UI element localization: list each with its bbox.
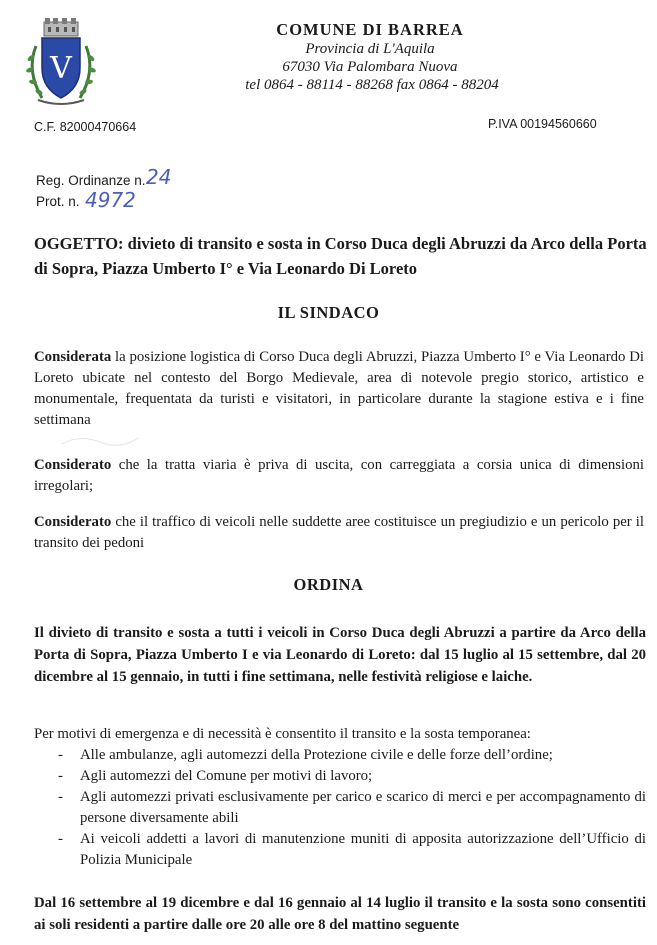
consideration-lead: Considerato bbox=[34, 514, 112, 530]
ordinance-number: 24 bbox=[146, 165, 172, 189]
tax-code: C.F. 82000470664 bbox=[34, 120, 137, 134]
list-item: - Alle ambulanze, agli automezzi della Protezione civile e delle forze dell’ordine; bbox=[58, 745, 646, 766]
consideration-text: che la tratta viaria è priva di uscita, con carreggiata a corsia unica di dimensioni irregolari; bbox=[34, 457, 644, 494]
province-line: Provincia di L'Aquila bbox=[305, 41, 435, 57]
scan-smudge bbox=[60, 430, 140, 450]
protocol-label: Prot. n. bbox=[36, 194, 80, 209]
list-item: - Agli automezzi privati esclusivamente per carico e scarico di merci e per accompagnamento di persone diversamente abili bbox=[58, 787, 646, 829]
consideration-text: la posizione logistica di Corso Duca degli Abruzzi, Piazza Umberto I° e Via Leonardo Di Loreto ubicate nel contesto del Borgo Medievale, area di notevole pregio storico, artistico e monumentale, frequentata da turisti e visitatori, in particolare durante la stagione estiva e i fine settimana bbox=[34, 349, 644, 428]
emergency-intro: Per motivi di emergenza e di necessità è consentito il transito e la sosta temporanea: bbox=[34, 726, 531, 742]
address-line: 67030 Via Palombara Nuova bbox=[282, 59, 458, 75]
municipality-name: COMUNE DI BARREA bbox=[276, 20, 464, 39]
consideration-paragraph bbox=[34, 455, 644, 497]
consideration-text: che il traffico di veicoli nelle suddette aree costituisce un pregiudizio e un pericolo per il transito dei pedoni bbox=[34, 514, 644, 551]
consideration-paragraph bbox=[34, 512, 644, 554]
crest-letter: V bbox=[50, 51, 72, 86]
protocol-number: 4972 bbox=[85, 188, 136, 212]
list-item: - Agli automezzi del Comune per motivi di lavoro; bbox=[58, 766, 646, 787]
order-main: Il divieto di transito e sosta a tutti i veicoli in Corso Duca degli Abruzzi a partire da Arco della Porta di Sopra, Piazza Umberto I e via Leonardo di Loreto: dal 15 luglio al 15 settembre, dal 20 dicembre al 15 gennaio, in tutti i fine settimana, nelle festività religiose e laiche. bbox=[34, 625, 646, 685]
order-residents: Dal 16 settembre al 19 dicembre e dal 16 gennaio al 14 luglio il transito e la sosta sono consentiti ai soli residenti a partire dalle ore 20 alle ore 8 del mattino seguente bbox=[34, 895, 646, 933]
list-item: - Ai veicoli addetti a lavori di manutenzione muniti di apposita autorizzazione dell’Ufficio di Polizia Municipale bbox=[58, 829, 646, 871]
heading-order: ORDINA bbox=[293, 575, 364, 594]
emergency-list bbox=[58, 745, 646, 871]
consideration-lead: Considerata bbox=[34, 349, 112, 365]
subject: OGGETTO: divieto di transito e sosta in Corso Duca degli Abruzzi da Arco della Porta di Sopra, Piazza Umberto I° e Via Leonardo Di Loreto bbox=[34, 234, 647, 278]
consideration-paragraph bbox=[34, 347, 644, 431]
municipal-crest-icon bbox=[22, 16, 100, 108]
heading-mayor: IL SINDACO bbox=[277, 303, 380, 322]
ordinance-label: Reg. Ordinanze n. bbox=[36, 173, 146, 188]
vat-number: P.IVA 00194560660 bbox=[488, 117, 597, 131]
consideration-lead: Considerato bbox=[34, 457, 112, 473]
contacts-line: tel 0864 - 88114 - 88268 fax 0864 - 88204 bbox=[245, 77, 499, 93]
